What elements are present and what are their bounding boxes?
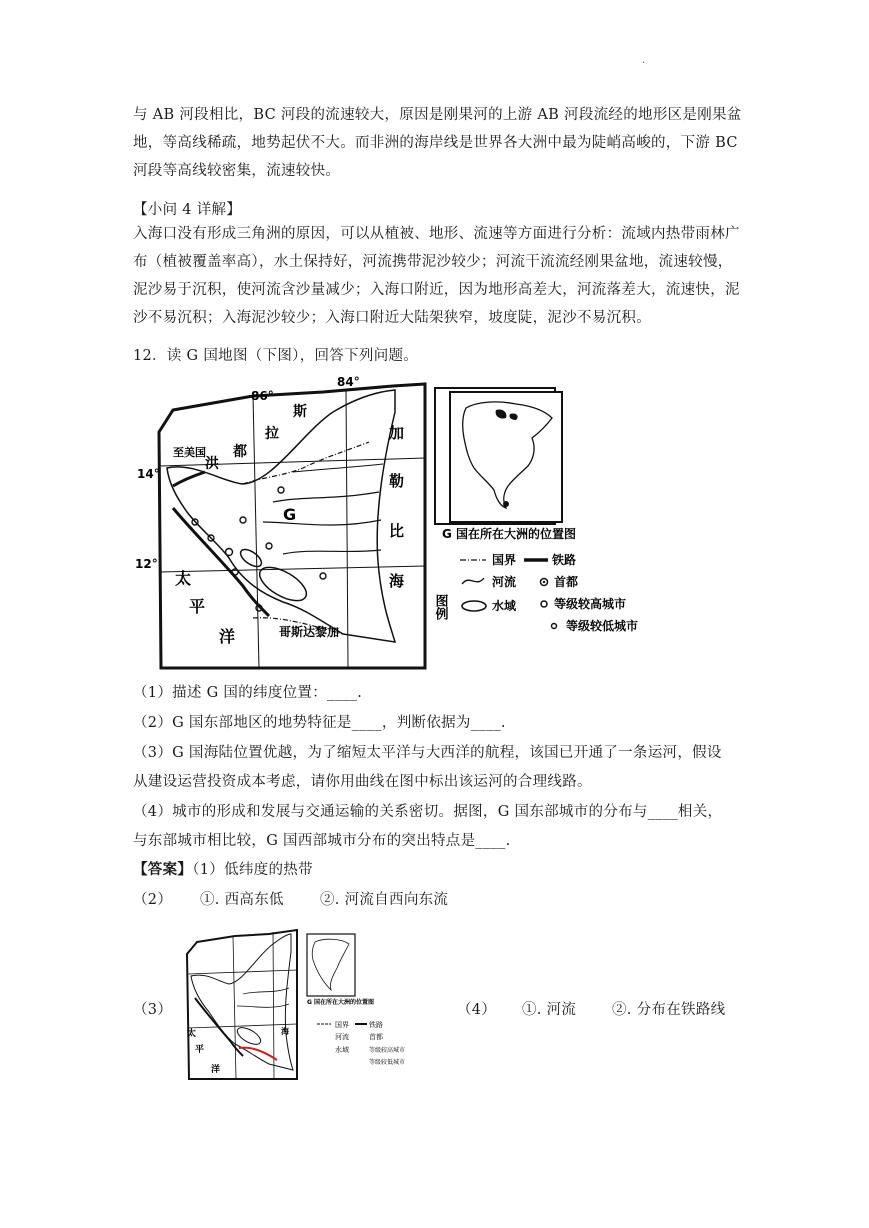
thumb-pacific-3: 洋 — [211, 1065, 221, 1075]
question-12-part-3a: （3）G 国海陆位置优越，为了缩短太平洋与大西洋的航程，该国已开通了一条运河，假设 — [133, 745, 722, 761]
thumb-legend-border: 国界 — [335, 1021, 349, 1029]
lon-86-label: 86° — [251, 389, 274, 403]
honduras-char-2: 都 — [233, 444, 247, 460]
legend-river-label: 河流 — [492, 575, 517, 589]
thumb-legend-high-city: 等级较高城市 — [369, 1047, 406, 1054]
answer-4-label: （4） — [457, 1002, 497, 1018]
thumb-inset-caption: G 国在所在大洲的位置图 — [307, 999, 375, 1006]
thumb-pacific-1: 太 — [187, 1029, 197, 1039]
thumb-pacific-2: 平 — [195, 1045, 205, 1055]
g-country-map — [133, 372, 463, 670]
honduras-char-4: 斯 — [293, 404, 307, 420]
question-12-title: 12．读 G 国地图（下图），回答下列问题。 — [133, 348, 419, 364]
legend-capital-label: 首都 — [554, 575, 579, 589]
answer-map-thumbnail — [173, 924, 419, 1081]
thumb-caribbean: 海 — [281, 1027, 289, 1036]
answer-2a: ①. 西高东低 — [200, 892, 284, 908]
answer-3-label: （3） — [133, 1002, 173, 1018]
pacific-char-1: 太 — [175, 569, 192, 588]
thumb-legend-capital: 首都 — [369, 1033, 383, 1041]
to-us-label: 至美国 — [173, 446, 206, 459]
legend-rail-label: 铁路 — [552, 553, 577, 567]
answer-paragraph-4: 入海口没有形成三角洲的原因，可以从植被、地形、流速等方面进行分析：流域内热带雨林广布（植被覆盖率高），水土保持好，河流携带泥沙较少；河流干流流经刚果盆地，流速较慢，泥沙易于沉积，使河流含沙量减少；入海口附近，因为地形高差大，河流落差大，流速快，泥沙不易沉积；入海泥沙较少；入海口附近大陆架狭窄，坡度陡，泥沙不易沉积。 — [133, 226, 740, 326]
answer-2b: ②. 河流自西向东流 — [320, 892, 449, 908]
costa-rica-label: 哥斯达黎加 — [279, 625, 340, 639]
caribbean-char-2: 勒 — [389, 472, 405, 490]
question-12-part-3b: 从建设运营投资成本考虑，请你用曲线在图中标出该运河的合理线路。 — [133, 774, 592, 790]
answer-2-label: （2） — [133, 892, 173, 908]
thumb-legend-river: 河流 — [335, 1033, 349, 1041]
section-heading-q4: 【小问 4 详解】 — [133, 202, 242, 218]
answer-4b: ②. 分布在铁路线 — [612, 1002, 726, 1018]
answer-1: （1）低纬度的热带 — [192, 862, 313, 878]
legend-water-symbol — [462, 601, 486, 611]
honduras-char-3: 拉 — [265, 426, 279, 442]
legend-high-city-label: 等级较高城市 — [554, 597, 627, 611]
legend-low-city-symbol — [552, 624, 557, 629]
answer-paragraph-3: 与 AB 河段相比，BC 河段的流速较大，原因是刚果河的上游 AB 河段流经的地形区是刚果盆地，等高线稀疏，地势起伏不大。而非洲的海岸线是世界各大洲中最为陡峭高峻的，下游 BC 河段等高线较密集，流速较快。 — [133, 107, 742, 179]
pacific-char-3: 洋 — [219, 627, 236, 646]
answer-4a: ①. 河流 — [522, 1002, 577, 1018]
legend-low-city-label: 等级较低城市 — [566, 619, 639, 633]
pacific-char-2: 平 — [189, 597, 206, 616]
question-12-part-4b: 与东部城市相比较，G 国西部城市分布的突出特点是____. — [133, 833, 511, 849]
answer-line-1 — [133, 858, 313, 879]
page-dot: · — [642, 58, 646, 69]
legend-border-label: 国界 — [492, 553, 517, 567]
question-12-part-2: （2）G 国东部地区的地势特征是____，判断依据为____. — [133, 715, 506, 731]
lon-84-label: 84° — [337, 375, 360, 389]
country-g-label: G — [283, 505, 297, 524]
caribbean-char-3: 比 — [389, 522, 405, 540]
caribbean-char-1: 加 — [389, 424, 405, 442]
legend-river-symbol — [462, 578, 484, 584]
thumb-legend-low-city: 等级较低城市 — [369, 1059, 406, 1066]
question-12-part-1: （1）描述 G 国的纬度位置：____. — [133, 685, 363, 701]
lat-14-label: 14° — [137, 467, 160, 481]
honduras-char-1: 洪 — [205, 456, 219, 472]
legend-high-city-symbol — [541, 601, 547, 607]
question-12-part-4a: （4）城市的形成和发展与交通运输的关系密切。据图，G 国东部城市的分布与____相关， — [133, 804, 723, 820]
thumb-legend-rail: 铁路 — [369, 1021, 383, 1029]
inset-caption: G 国在所在大洲的位置图 — [442, 527, 577, 541]
legend-water-label: 水域 — [492, 599, 517, 613]
lat-12-label: 12° — [135, 557, 158, 571]
caribbean-char-4: 海 — [389, 572, 405, 590]
legend-title: 图例 — [432, 594, 448, 620]
inset-and-legend — [432, 388, 716, 638]
answer-label: 【答案】 — [133, 861, 193, 878]
thumb-legend-water: 水域 — [335, 1046, 349, 1054]
